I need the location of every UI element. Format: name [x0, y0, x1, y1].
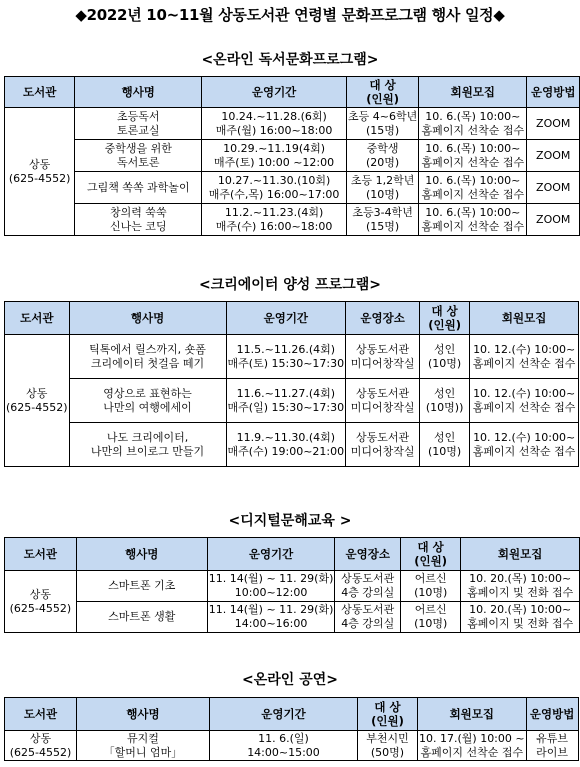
- column-header: [226, 302, 346, 335]
- table-cell: [69, 423, 226, 467]
- table-cell: [75, 108, 202, 140]
- table-cell: [418, 731, 527, 761]
- cell-line: 영상으로 표현하는: [103, 386, 192, 400]
- column-header: [358, 698, 418, 731]
- cell-line: 11.6.~11.27.(4회): [236, 386, 336, 400]
- cell-line: (15명): [365, 219, 400, 233]
- section-title-digital-literacy: <디지털문해교육 >: [228, 513, 352, 529]
- cell-line: 스마트폰 기초: [108, 579, 176, 592]
- cell-line: 10. 6.(목) 10:00~: [425, 141, 521, 155]
- table-cell: [210, 731, 358, 761]
- table-cell: [202, 108, 347, 140]
- cell-line: 11.5.~11.26.(4회): [236, 342, 336, 356]
- cell-line: 뮤지컬: [127, 731, 159, 745]
- cell-line: (10명): [428, 444, 462, 458]
- cell-line: 11.2.~11.23.(4회): [224, 205, 324, 219]
- table-cell: [527, 172, 580, 204]
- column-header: [526, 698, 578, 731]
- cell-line: (인원): [428, 318, 461, 332]
- cell-line: 운영방법: [529, 707, 575, 721]
- cell-line: 매주(수,목) 16:00~17:00: [208, 187, 340, 201]
- column-header: [77, 698, 210, 731]
- cell-line: 14:00~16:00: [234, 617, 308, 630]
- cell-line: 홈페이지 선착순 접수: [421, 219, 525, 233]
- page-title: ◆2022년 10~11월 상동도서관 연령별 문화프로그램 행사 일정◆: [75, 6, 505, 24]
- cell-line: (인원): [414, 554, 448, 568]
- table-cell: [75, 204, 202, 236]
- table-cell: [401, 571, 461, 602]
- table-cell: [470, 379, 579, 423]
- cell-line: (50명): [370, 745, 405, 759]
- table-cell: [346, 172, 418, 204]
- cell-line: (10명): [428, 356, 462, 370]
- creator-table: [4, 301, 579, 467]
- cell-line: 대 상: [417, 540, 444, 554]
- cell-line: 나만의 여행에세이: [103, 400, 192, 414]
- cell-line: 상동: [29, 587, 51, 601]
- table-row: [5, 335, 579, 379]
- cell-line: 10. 20.(목) 10:00~: [469, 572, 572, 585]
- cell-line: ZOOM: [536, 148, 571, 162]
- cell-line: 도서관: [23, 707, 58, 721]
- column-header: [401, 538, 461, 571]
- table-cell: [76, 602, 207, 633]
- table-cell: [526, 731, 578, 761]
- cell-line: 10. 6.(목) 10:00~: [425, 173, 521, 187]
- cell-line: 10.27.~11.30.(10회): [217, 173, 331, 187]
- table-row: [5, 571, 580, 602]
- table-row: [5, 731, 579, 761]
- cell-line: 중학생을 위한: [104, 141, 172, 155]
- cell-line: 상동도서관: [356, 342, 410, 356]
- column-header: [527, 77, 580, 108]
- table-header-row: [5, 698, 579, 731]
- cell-line: 11. 6.(일): [258, 731, 309, 745]
- column-header: [5, 698, 77, 731]
- table-cell: [419, 172, 527, 204]
- cell-line: 대 상: [374, 700, 401, 714]
- cell-line: 10.24.~11.28.(6회): [221, 109, 327, 123]
- cell-line: 독서토론: [117, 155, 160, 169]
- table-cell: [75, 172, 202, 204]
- cell-line: 중학생: [366, 141, 399, 155]
- cell-line: 「할머니 엄마」: [103, 745, 183, 759]
- table-cell: [527, 140, 580, 172]
- cell-line: (10명): [414, 617, 448, 630]
- table-cell: [346, 335, 420, 379]
- cell-line: 상동도서관: [356, 430, 410, 444]
- cell-line: 초등독서: [117, 109, 160, 123]
- cell-line: 매주(수) 16:00~18:00: [215, 219, 333, 233]
- table-cell: [419, 140, 527, 172]
- table-cell: [226, 379, 346, 423]
- cell-line: 대 상: [431, 304, 458, 318]
- table-cell: [207, 571, 335, 602]
- table-header-row: [5, 77, 580, 108]
- cell-line: (625-4552): [9, 745, 72, 759]
- cell-line: 매주(토) 10:00 ~12:00: [214, 155, 335, 169]
- cell-line: 운영장소: [360, 311, 405, 325]
- cell-line: 미디어창작실: [350, 356, 415, 370]
- cell-line: 스마트폰 생활: [108, 610, 176, 623]
- cell-line: 운영기간: [251, 85, 297, 99]
- section-title-online-reading: <온라인 독서문화프로그램>: [201, 52, 379, 68]
- cell-line: 홈페이지 및 전화 접수: [467, 586, 574, 599]
- table-cell: [202, 204, 347, 236]
- cell-line: 10.29.~11.19(4회): [223, 141, 326, 155]
- cell-line: 운영기간: [248, 547, 294, 561]
- table-cell: [346, 140, 418, 172]
- table-cell: [207, 602, 335, 633]
- cell-line: 성인: [433, 342, 456, 356]
- table-cell: [358, 731, 418, 761]
- table-row: [5, 379, 579, 423]
- section-title-online-performance: <온라인 공연>: [242, 672, 338, 688]
- table-cell: [202, 140, 347, 172]
- column-header: [419, 77, 527, 108]
- column-header: [5, 538, 77, 571]
- cell-line: 11. 14(월) ~ 11. 29(화): [208, 603, 334, 616]
- cell-line: (625-4552): [9, 601, 72, 615]
- cell-line: 라이브: [536, 745, 569, 759]
- section-title-creator: <크리에이터 양성 프로그램>: [199, 277, 381, 293]
- library-cell: [5, 731, 77, 761]
- cell-line: 대 상: [369, 78, 396, 92]
- column-header: [346, 77, 418, 108]
- table-cell: [461, 571, 580, 602]
- table-cell: [470, 335, 579, 379]
- table-header-row: [5, 302, 579, 335]
- online-reading-table: [4, 76, 580, 236]
- column-header: [5, 302, 70, 335]
- cell-line: 홈페이지 선착순 접수: [421, 155, 525, 169]
- table-cell: [470, 423, 579, 467]
- cell-line: 행사명: [130, 311, 165, 325]
- cell-line: 행사명: [121, 85, 155, 99]
- cell-line: 회원모집: [450, 85, 496, 99]
- column-header: [461, 538, 580, 571]
- column-header: [202, 77, 347, 108]
- table-cell: [401, 602, 461, 633]
- table-cell: [419, 108, 527, 140]
- cell-line: 성인: [433, 430, 456, 444]
- cell-line: 도서관: [20, 311, 54, 325]
- cell-line: 틱톡에서 릴스까지, 숏폼: [89, 342, 206, 356]
- table-cell: [346, 379, 420, 423]
- column-header: [335, 538, 401, 571]
- cell-line: 상동: [29, 731, 52, 745]
- cell-line: 미디어창작실: [350, 444, 415, 458]
- cell-line: 4층 강의실: [341, 617, 395, 630]
- table-header-row: [5, 538, 580, 571]
- cell-line: 10. 6.(목) 10:00~: [425, 205, 521, 219]
- cell-line: 초등3-4학년: [352, 205, 413, 219]
- cell-line: (10명): [414, 586, 448, 599]
- cell-line: 어르신: [414, 572, 447, 585]
- cell-line: (15명): [365, 123, 400, 137]
- cell-line: 매주(수) 19:00~21:00: [227, 444, 345, 458]
- cell-line: 매주(월) 16:00~18:00: [215, 123, 333, 137]
- cell-line: (20명): [365, 155, 400, 169]
- cell-line: 회원모집: [497, 547, 543, 561]
- column-header: [346, 302, 420, 335]
- cell-line: 홈페이지 선착순 접수: [420, 745, 524, 759]
- cell-line: 홈페이지 선착순 접수: [421, 123, 525, 137]
- table-cell: [346, 423, 420, 467]
- cell-line: 10. 12.(수) 10:00~: [473, 430, 576, 444]
- cell-line: 홈페이지 선착순 접수: [472, 356, 576, 370]
- cell-line: 상동: [26, 386, 48, 400]
- library-cell: [5, 571, 77, 633]
- cell-line: ZOOM: [536, 180, 571, 194]
- cell-line: 어르신: [414, 603, 447, 616]
- cell-line: 10. 12.(수) 10:00~: [473, 386, 576, 400]
- cell-line: 10:00~12:00: [234, 586, 308, 599]
- cell-line: 홈페이지 선착순 접수: [421, 187, 525, 201]
- cell-line: 11. 14(월) ~ 11. 29(화): [208, 572, 334, 585]
- table-cell: [226, 423, 346, 467]
- cell-line: 운영방법: [531, 85, 576, 99]
- cell-line: 나도 크리에이터,: [106, 430, 189, 444]
- online-performance-table: [4, 697, 579, 761]
- library-cell: [5, 108, 75, 236]
- table-cell: [75, 140, 202, 172]
- cell-line: 홈페이지 및 전화 접수: [467, 617, 574, 630]
- column-header: [69, 302, 226, 335]
- table-cell: [335, 571, 401, 602]
- cell-line: 도서관: [23, 547, 58, 561]
- table-row: [5, 140, 580, 172]
- table-cell: [420, 423, 470, 467]
- table-cell: [69, 335, 226, 379]
- cell-line: 10. 6.(목) 10:00~: [425, 109, 521, 123]
- column-header: [75, 77, 202, 108]
- table-cell: [226, 335, 346, 379]
- cell-line: 상동도서관: [356, 386, 410, 400]
- cell-line: 미디어창작실: [350, 400, 415, 414]
- cell-line: 성인: [433, 386, 456, 400]
- cell-line: (인원): [371, 714, 404, 728]
- cell-line: 매주(일) 15:30~17:30: [227, 400, 345, 414]
- table-cell: [346, 204, 418, 236]
- cell-line: (10명): [365, 187, 400, 201]
- cell-line: (10명)): [425, 400, 464, 414]
- cell-line: 운영장소: [345, 547, 390, 561]
- table-cell: [76, 571, 207, 602]
- cell-line: 나만의 브이로그 만들기: [90, 444, 205, 458]
- cell-line: (625-4552): [6, 400, 68, 414]
- table-cell: [346, 108, 418, 140]
- table-row: [5, 172, 580, 204]
- table-cell: [527, 204, 580, 236]
- table-cell: [420, 335, 470, 379]
- cell-line: 4층 강의실: [341, 586, 395, 599]
- cell-line: 회원모집: [449, 707, 495, 721]
- cell-line: 10. 12.(수) 10:00~: [473, 342, 576, 356]
- table-row: [5, 602, 580, 633]
- cell-line: ZOOM: [536, 212, 571, 226]
- cell-line: (625-4552): [8, 171, 71, 185]
- table-cell: [335, 602, 401, 633]
- cell-line: 홈페이지 선착순 접수: [472, 444, 576, 458]
- library-cell: [5, 335, 70, 467]
- cell-line: 초등 4~6학년: [347, 109, 418, 123]
- cell-line: 상동: [29, 157, 51, 171]
- table-cell: [420, 379, 470, 423]
- cell-line: 창의력 쑥쑥: [109, 205, 167, 219]
- cell-line: 부천시민: [366, 731, 409, 745]
- table-row: [5, 204, 580, 236]
- column-header: [470, 302, 579, 335]
- cell-line: 상동도서관: [341, 603, 395, 616]
- cell-line: 운영기간: [261, 707, 306, 721]
- table-cell: [419, 204, 527, 236]
- cell-line: (인원): [366, 92, 399, 106]
- column-header: [76, 538, 207, 571]
- cell-line: 매주(토) 15:30~17:30: [227, 356, 345, 370]
- cell-line: 그림책 쏙쏙 과학놀이: [86, 180, 190, 194]
- table-cell: [527, 108, 580, 140]
- column-header: [5, 77, 75, 108]
- column-header: [207, 538, 335, 571]
- cell-line: 크리에이터 첫걸음 떼기: [90, 356, 205, 370]
- cell-line: 11.9.~11.30.(4회): [236, 430, 336, 444]
- digital-literacy-table: [4, 537, 580, 633]
- cell-line: 토론교실: [117, 123, 160, 137]
- column-header: [418, 698, 527, 731]
- cell-line: 행사명: [125, 547, 159, 561]
- cell-line: ZOOM: [536, 116, 571, 130]
- cell-line: 신나는 코딩: [109, 219, 167, 233]
- cell-line: 10. 20.(목) 10:00~: [469, 603, 572, 616]
- cell-line: 10. 17.(월) 10:00 ~: [419, 731, 525, 745]
- cell-line: 14:00~15:00: [247, 745, 320, 759]
- column-header: [420, 302, 470, 335]
- table-row: [5, 108, 580, 140]
- cell-line: 회원모집: [501, 311, 547, 325]
- column-header: [210, 698, 358, 731]
- cell-line: 행사명: [126, 707, 160, 721]
- table-cell: [461, 602, 580, 633]
- cell-line: 상동도서관: [341, 572, 395, 585]
- table-cell: [69, 379, 226, 423]
- cell-line: 홈페이지 선착순 접수: [472, 400, 576, 414]
- cell-line: 운영기간: [263, 311, 309, 325]
- cell-line: 초등 1,2학년: [350, 173, 415, 187]
- cell-line: 유튜브: [536, 731, 569, 745]
- cell-line: 도서관: [23, 85, 57, 99]
- table-cell: [77, 731, 210, 761]
- table-row: [5, 423, 579, 467]
- table-cell: [202, 172, 347, 204]
